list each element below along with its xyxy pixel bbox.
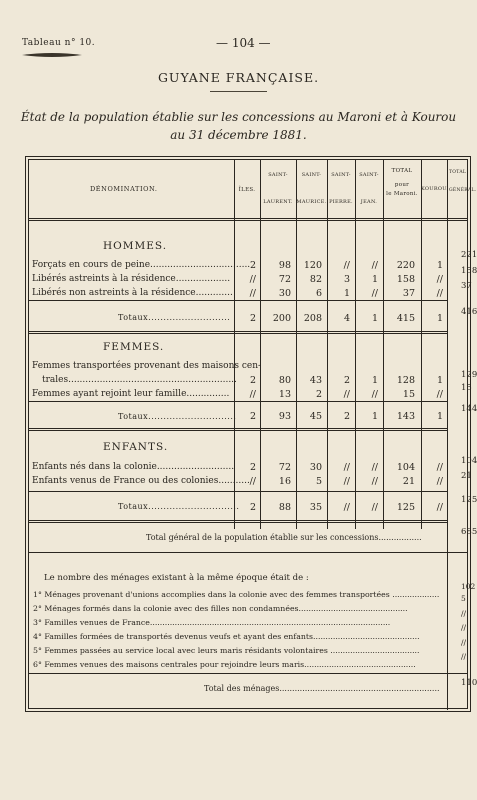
menage-item: 4° Familles formées de transportés devenus veufs et ayant des enfants........................................... <box>33 632 420 641</box>
total-general-cell: 37 <box>461 281 472 291</box>
total-cell: 2 <box>249 411 256 422</box>
menages-intro: Le nombre des ménages existant à la même époque était de : <box>44 573 309 583</box>
total-cell: 200 <box>272 313 291 324</box>
table-cell: 82 <box>309 274 322 285</box>
total-general-cell: 104 <box>461 456 477 466</box>
table-cell: 1 <box>371 375 378 386</box>
menage-value: // <box>461 638 467 647</box>
column-header-denomination: DÉNOMINATION. <box>90 185 158 193</box>
row-label: Femmes ayant rejoint leur famille............... <box>32 389 230 399</box>
total-cell: 1 <box>371 313 378 324</box>
menage-item: 6° Femmes venues des maisons centrales pour rejoindre leurs maris............................................. <box>33 660 416 669</box>
total-cell: 415 <box>396 313 415 324</box>
row-label: Libérés astreints à la résidence................... <box>32 274 231 284</box>
menage-value: 102 <box>461 582 476 591</box>
total-cell: // <box>371 502 378 513</box>
section-title-enfants: ENFANTS. <box>103 441 169 453</box>
title-rule <box>210 91 267 96</box>
total-general-cell: 158 <box>461 266 477 276</box>
grand-total-label: Total général de la population établie sur les concessions................. <box>146 533 422 542</box>
table-cell: // <box>436 288 443 299</box>
total-cell: 35 <box>309 502 322 513</box>
total-general-cell: 221 <box>461 250 477 260</box>
menage-item: 5° Femmes passées au service local avec leurs maris résidants volontaires .................................... <box>33 646 420 655</box>
table-cell: 13 <box>278 389 291 400</box>
table-cell: 21 <box>402 476 415 487</box>
column-header-iles: ÎLES. <box>238 187 256 193</box>
grand-total-value: 685 <box>461 527 477 537</box>
total-label: Totaux............................. <box>118 412 237 421</box>
table-cell: 2 <box>249 462 256 473</box>
column-header-total-maroni: TOTAL pour le Maroni. <box>386 168 418 198</box>
table-cell: // <box>249 389 256 400</box>
total-general-cell: 129 <box>461 370 477 380</box>
table-cell: // <box>436 389 443 400</box>
page-title: GUYANE FRANÇAISE. <box>157 70 320 85</box>
column-header-kourou: KOUROU. <box>421 186 449 192</box>
menage-value: // <box>461 623 467 632</box>
total-cell: 88 <box>278 502 291 513</box>
total-cell: 45 <box>309 411 322 422</box>
total-cell: 93 <box>278 411 291 422</box>
total-cell: // <box>436 502 443 513</box>
table-cell: 104 <box>396 462 415 473</box>
table-cell: // <box>371 476 378 487</box>
table-cell: 120 <box>303 260 322 271</box>
column-header-st-laurent: SAINT- LAURENT. <box>263 172 293 205</box>
decorative-flourish <box>22 51 82 59</box>
table-cell: 15 <box>402 389 415 400</box>
total-cell: 143 <box>396 411 415 422</box>
table-cell: 80 <box>278 375 291 386</box>
section-title-femmes: FEMMES. <box>103 341 165 353</box>
table-cell: // <box>436 462 443 473</box>
menage-value: // <box>461 609 467 618</box>
total-cell: 2 <box>343 411 350 422</box>
row-label: Forçats en cours de peine................................... <box>32 260 251 270</box>
column-header-st-pierre: SAINT- PIERRE. <box>329 172 353 205</box>
table-cell: // <box>249 288 256 299</box>
total-cell: 1 <box>436 411 443 422</box>
table-cell: // <box>371 260 378 271</box>
total-cell: 125 <box>396 502 415 513</box>
section-title-hommes: HOMMES. <box>103 240 168 252</box>
table-cell: 72 <box>278 462 291 473</box>
total-cell: 1 <box>371 411 378 422</box>
menage-item: 1° Ménages provenant d'unions accomplies dans la colonie avec des femmes transportées ................... <box>33 590 440 599</box>
table-cell: 2 <box>315 389 322 400</box>
total-cell: 2 <box>249 313 256 324</box>
table-cell: 3 <box>343 274 350 285</box>
table-number: Tableau n° 10. <box>22 38 96 48</box>
table-cell: // <box>343 476 350 487</box>
table-cell: 2 <box>343 375 350 386</box>
total-label: Totaux........................... <box>118 313 231 322</box>
table-cell: 1 <box>371 274 378 285</box>
row-label: trales........................................................... <box>42 375 237 385</box>
table-cell: 1 <box>436 375 443 386</box>
table-cell: // <box>343 260 350 271</box>
table-cell: 158 <box>396 274 415 285</box>
row-label: Enfants nés dans la colonie........................... <box>32 462 235 472</box>
subtitle-line-1: État de la population établie sur les concessions au Maroni et à Kourou <box>20 110 457 124</box>
column-header-total-general: TOTAL GÉNÉRAL. <box>449 170 477 194</box>
page-number: — 104 — <box>216 36 271 50</box>
table-cell: // <box>436 274 443 285</box>
table-cell: 72 <box>278 274 291 285</box>
total-general-cell: 21 <box>461 471 472 481</box>
table-cell: 16 <box>278 476 291 487</box>
table-cell: 43 <box>309 375 322 386</box>
table-cell: // <box>249 476 256 487</box>
table-cell: // <box>436 476 443 487</box>
table-cell: 1 <box>436 260 443 271</box>
table-cell: 98 <box>278 260 291 271</box>
menage-value: // <box>461 652 467 661</box>
table-cell: 2 <box>249 260 256 271</box>
table-cell: 128 <box>396 375 415 386</box>
column-header-st-maurice: SAINT- MAURICE. <box>296 172 327 205</box>
menage-item: 3° Familles venues de France................................................................................................. <box>33 618 391 627</box>
table-cell: // <box>343 389 350 400</box>
row-label: Femmes transportées provenant des maisons cen- <box>32 361 262 371</box>
table-cell: 37 <box>402 288 415 299</box>
table-cell: 1 <box>343 288 350 299</box>
menages-total-value: 110 <box>461 678 477 688</box>
table-cell: // <box>343 462 350 473</box>
total-cell: // <box>343 502 350 513</box>
subtitle-line-2: au 31 décembre 1881. <box>170 128 307 142</box>
table-cell: 220 <box>396 260 415 271</box>
menage-item: 2° Ménages formés dans la colonie avec des filles non condamnées............................................ <box>33 604 408 613</box>
table-cell: // <box>371 389 378 400</box>
table-cell: // <box>249 274 256 285</box>
total-general-cell: 144 <box>461 404 477 414</box>
total-cell: 1 <box>436 313 443 324</box>
total-general-cell: 416 <box>461 307 477 317</box>
table-cell: 5 <box>315 476 322 487</box>
total-label: Totaux.............................. <box>118 502 240 511</box>
table-cell: 30 <box>309 462 322 473</box>
table-cell: 30 <box>278 288 291 299</box>
column-header-st-jean: SAINT- JEAN. <box>359 172 379 205</box>
total-general-cell: 15 <box>461 383 472 393</box>
table-cell: // <box>371 288 378 299</box>
row-label: Libérés non astreints à la résidence............. <box>32 288 233 298</box>
menage-value: 5 <box>461 594 466 603</box>
total-cell: 208 <box>303 313 322 324</box>
table-cell: 2 <box>249 375 256 386</box>
table-cell: 6 <box>315 288 322 299</box>
table-cell: // <box>371 462 378 473</box>
total-cell: 4 <box>343 313 350 324</box>
menages-total-label: Total des ménages............................................................... <box>204 684 440 693</box>
total-cell: 2 <box>249 502 256 513</box>
total-general-cell: 125 <box>461 495 477 505</box>
row-label: Enfants venus de France ou des colonies........... <box>32 476 250 486</box>
